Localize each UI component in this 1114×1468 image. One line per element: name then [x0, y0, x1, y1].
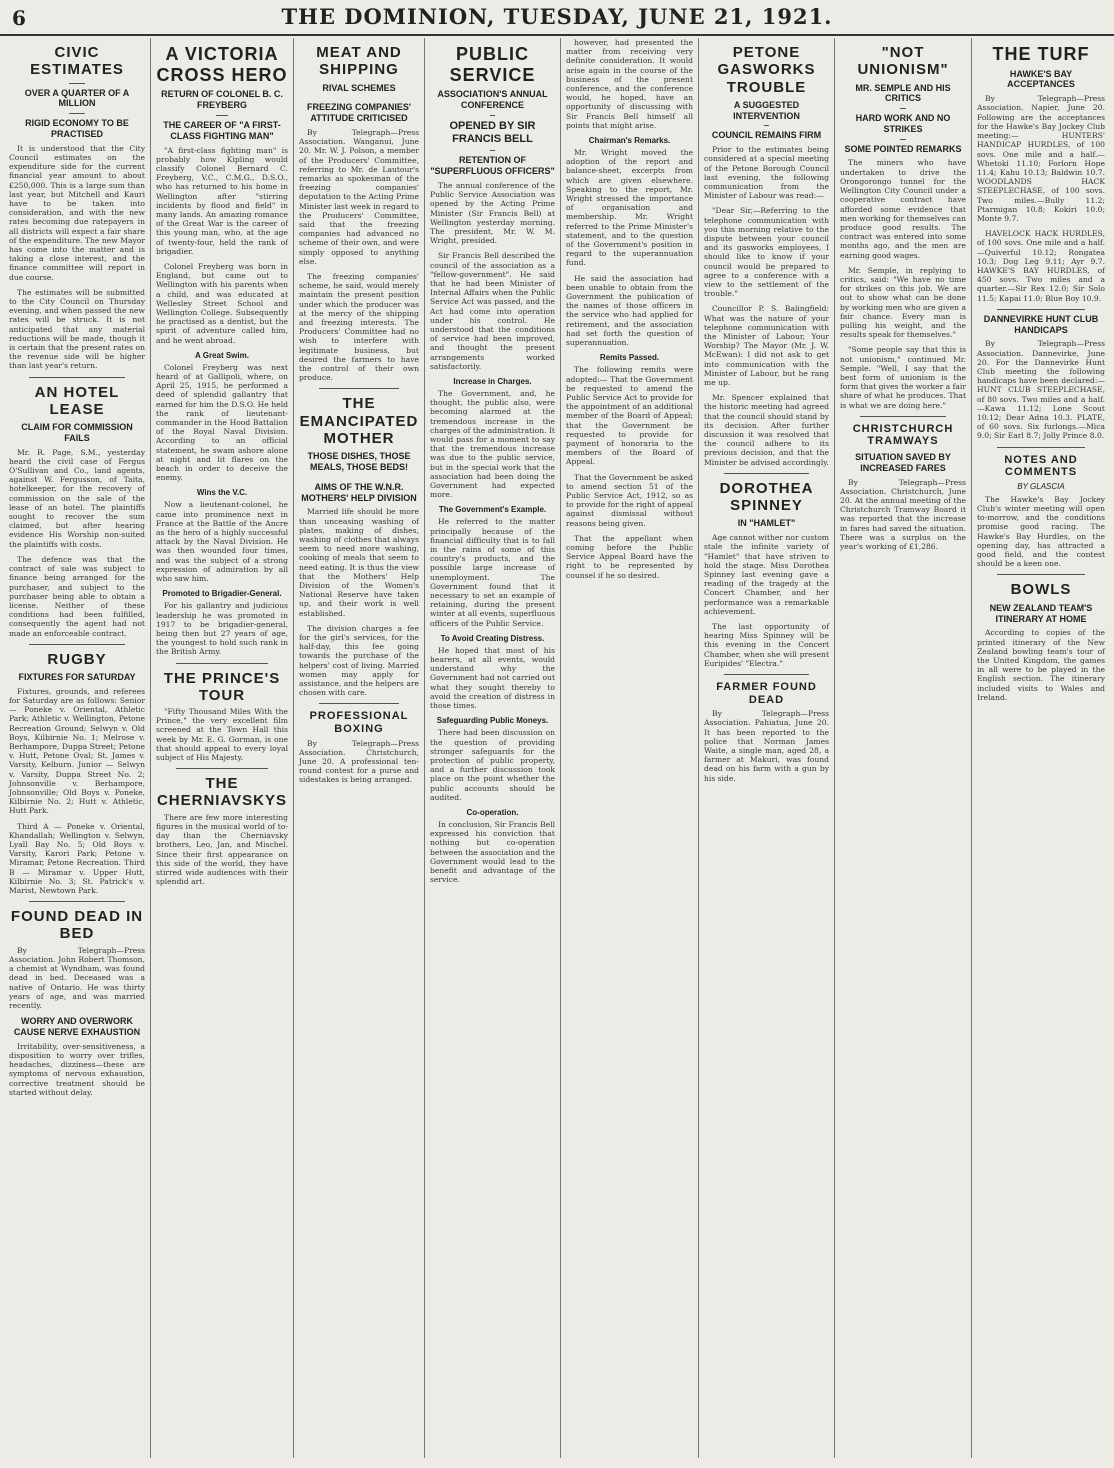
- headline-found-dead: FOUND DEAD IN BED: [10, 908, 144, 943]
- masthead: [0, 0, 1114, 36]
- article-paragraph: He said the association had been unable to obtain from the Government the publication of the names of those officers in the service who had applied for retirement, and the association had set forth the question of superannuation.: [566, 273, 693, 348]
- column-1: [4, 38, 151, 1458]
- deck-quarter-million: OVER A QUARTER OF A MILLION: [24, 87, 130, 109]
- article-paragraph: By Telegraph—Press Association. Pahiatua, June 20. It has been reported to the police that Norman James Waite, a single man, aged 28, a farmer at Makuri, was found dead on his farm with a gun by his side.: [704, 709, 829, 783]
- article-paragraph: By Telegraph—Press Association. John Robert Thomson, a chemist at Wyndham, was found dead in bed. Deceased was a native of Ontario. He was thirty years of age, and was married recently.: [9, 945, 145, 1010]
- article-paragraph: It is understood that the City Council estimates on the expenditure side for the current financial year amount to about £250,000. This is a large sum than last year, but Mitchell and Kauri have to be taken into consideration, and with the new rates becoming due ratepayers in all districts will expect a fair share of the expenditure. The new Mayor has come into the matter and is taking a close interest, and the finance committee will report in due course.: [9, 143, 145, 282]
- article-paragraph: The annual conference of the Public Service Association was opened by the Acting Prime Minister (Sir Francis Bell) at Wellington yesterday morning. The president, Mr. W. M. Wright, presided.: [430, 180, 555, 246]
- byline-glascia: BY GLASCIA: [1017, 481, 1065, 491]
- article-paragraph: In conclusion, Sir Francis Bell expressed his conviction that nothing but co-operation between the association and the Government would lead to the benefit and advantage of the service.: [430, 819, 555, 885]
- divider: [29, 644, 125, 645]
- article-paragraph: The last opportunity of hearing Miss Spinney will be this evening in the Concert Chamber, when she will present Euripides' "Electra.": [704, 621, 829, 668]
- article-paragraph: Colonel Freyberg was born in England, but came out to Wellington with his parents when a child, and was educated at Wellesley Street School and Wellington College. Subsequently he practised as a dentist, but the spirit of adventure called him, and he went abroad.: [156, 262, 288, 345]
- headline-civic-estimates: CIVIC ESTIMATES: [30, 44, 124, 79]
- article-paragraph: Sir Francis Bell described the council of the association as a "fellow-government". He said that he had been Minister of Internal Affairs when the Public Service Act was passed, and the Act had come into operation under his control. He understood that the conditions of service had been improved, and thought the present arrangements worked satisfactorily.: [430, 251, 555, 371]
- deck-freezing-companies: FREEZING COMPANIES' ATTITUDE CRITICISED: [307, 102, 411, 124]
- article-paragraph: Mr. Wright moved the adoption of the report and balance-sheet, excerpts from which are given elsewhere. Speaking to the report, Mr. Wright stressed the importance of organisation and membership. Mr. Wright referred to the Prime Minister's statement, and to the question of the Government's position in regard to the superannuation fund.: [566, 148, 693, 268]
- divider: [69, 83, 85, 84]
- divider: [490, 115, 495, 116]
- headline-petone-gasworks: PETONE GASWORKS TROUBLE: [717, 44, 816, 96]
- column-8: [972, 38, 1110, 1458]
- deck-council-firm: COUNCIL REMAINS FIRM: [711, 130, 822, 141]
- article-paragraph: Prior to the estimates being considered at a special meeting of the Petone Borough Council last evening, the following communication from the Minister of Labour was read:—: [704, 145, 829, 201]
- divider: [319, 703, 399, 704]
- deck-suggested-intervention: A SUGGESTED INTERVENTION: [733, 99, 800, 121]
- article-paragraph: Fixtures, grounds, and referees for Saturday are as follows: Senior — Poneke v. Oriental, Athletic Park; Athletic v. Wellington, Petone Recreation Ground; Selwyn v. Old Boys, Kilbirnie No. 1; Melrose v. Berhampore, Duppa Street; Petone v. Hutt, Petone Oval; St. James v. Varsity, Kelburn. Junior — Selwyn v. Varsity, Duppa Street No. 2; Johnsonville v. Berhampore, Johnsonville; Old Boys v. Poneke, Kilbirnie No. 2; Hutt v. Athletic, Hutt Park.: [9, 686, 145, 816]
- headline-notes-comments: NOTES AND COMMENTS: [1004, 453, 1078, 479]
- column-3: [294, 38, 425, 1458]
- article-paragraph: "A first-class fighting man" is probably how Kipling would classify Colonel Bernard C. Freyberg, V.C., C.M.G., D.S.O., who has returned to his home in Wellington after "stirring incidents by flood and field" in many lands. An amazing romance of the Great War is the career of this young man, who, at the age of twenty-four, held the rank of brigadier.: [156, 145, 288, 256]
- divider: [764, 125, 769, 126]
- headline-victoria-cross: A VICTORIA CROSS HERO: [156, 44, 288, 85]
- subhead-cooperation: Co-operation.: [466, 807, 519, 817]
- article-paragraph: Third A — Poneke v. Oriental, Khandallah; Wellington v. Selwyn, Lyall Bay No. 5; Old Boys v. Varsity, Karori Park; Petone v. Miramar, Petone Recreation. Third B — Miramar v. Upper Hutt, Kilbirnie No. 3; St. Patrick's v. Marist, Newtown Park.: [9, 821, 145, 896]
- article-paragraph: HAVELOCK HACK HURDLES, of 100 sovs. One mile and a half.—Quiverful 10.12; Rongatea 10.3; Dog Leg 9.11; Ayr 9.7. HAWKE'S BAY HURDLES, of 450 sovs. Two miles and a quarter.—Sir Rex 12.0; Sir Solo 11.5; Kapai 11.0; Blue Boy 10.9.: [977, 229, 1105, 303]
- article-paragraph: Mr. Semple, in replying to critics, said: "We have no time for strikes on this job. We are out to show what can be done by working men who are given a fair chance. Every man is pulling his weight, and the results speak for themselves.": [840, 265, 966, 340]
- headline-rugby: RUGBY: [47, 650, 107, 668]
- article-paragraph: Mr. R. Page, S.M., yesterday heard the civil case of Fergus O'Sullivan and Co., land agents, against W. Fergusson, of Taita, hotelkeeper, for the recovery of commission on the sale of the lease of an hotel. The plaintiffs sought to recover the sum claimed, but after hearing evidence His Worship non-suited the plaintiffs with costs.: [9, 447, 145, 549]
- deck-sir-francis-bell: OPENED BY SIR FRANCIS BELL: [449, 119, 536, 146]
- headline-christchurch-tramways: CHRISTCHURCH TRAMWAYS: [852, 422, 954, 448]
- headline-princes-tour: THE PRINCE'S TOUR: [163, 669, 281, 704]
- deck-nerve-exhaustion: WORRY AND OVERWORK CAUSE NERVE EXHAUSTION: [13, 1016, 141, 1037]
- divider: [69, 113, 85, 114]
- article-paragraph: The estimates will be submitted to the City Council on Thursday evening, and when passed the new rates will be struck. It is not anticipated that any material reductions will be made, though it is certain that the present rates on the revenue side will be higher than last year's return.: [9, 287, 145, 371]
- deck-semple-critics: MR. SEMPLE AND HIS CRITICS: [855, 82, 951, 104]
- deck-fighting-man: THE CAREER OF "A FIRST-CLASS FIGHTING MAN": [163, 119, 281, 141]
- subhead-remits-passed: Remits Passed.: [599, 353, 660, 363]
- article-paragraph: He referred to the matter principally because of the financial difficulty that is to fall in the rains of some of this country's products, and the possible large increase of unemployment. The Government found that it necessary to set an example of retaining, during the present winter at all events, superfluous officers of the Public Service.: [430, 517, 555, 628]
- headline-professional-boxing: PROFESSIONAL BOXING: [309, 710, 409, 736]
- column-5: [561, 38, 699, 1458]
- subhead-increase-charges: Increase in Charges.: [453, 377, 532, 386]
- deck-annual-conference: ASSOCIATION'S ANNUAL CONFERENCE: [437, 89, 548, 111]
- headline-dorothea-spinney: DOROTHEA SPINNEY: [719, 479, 814, 515]
- subhead-government-example: The Government's Example.: [438, 505, 547, 515]
- article-paragraph: By Telegraph—Press Association. Napier, June 20. Following are the acceptances for the Hawke's Bay Jockey Club meeting:— HUNTERS' HANDICAP HURDLES, of 100 sovs. One mile and a half.—Whetoki 11.10; Forlorn Hope 11.4; Kahu 10.13; Baldwin 10.7. WOODLANDS HACK STEEPLECHASE, of 100 sovs. Two miles.—Bully 11.2; Ptarmigan 10.8; Kokiri 10.0; Monte 9.7.: [977, 94, 1105, 223]
- deck-hamlet: IN "HAMLET": [737, 518, 796, 529]
- divider: [997, 574, 1085, 575]
- subhead-chairmans-remarks: Chairman's Remarks.: [588, 136, 671, 146]
- deck-commission-claim: CLAIM FOR COMMISSION FAILS: [21, 422, 133, 443]
- article-paragraph: Councillor P. S. Balingfield: What was the nature of your telephone communication with the Minister of Labour, Your Worship? The Mayor (Mr. J. W. McEwan): I did not ask to get into communication with the Minister of Labour, but he rang me up.: [704, 304, 829, 388]
- article-paragraph: "Fifty Thousand Miles With the Prince," the very excellent film screened at the Town Hall this week by Mr. E. G. Gorman, is one that should appeal to every loyal subject of His Majesty.: [156, 707, 288, 763]
- article-paragraph: There are few more interesting figures in the musical world of to-day than the Cherniavsky brothers, Leo, Jan, and Mischel. Since their first appearance on this side of the world, they have stirred wide audiences with their splendid art.: [156, 812, 288, 887]
- article-paragraph: Married life should be more than unceasing washing of plates, making of dishes, washing of clothes that always seem to need more washing, cooking of meals that seem to need eating. It is thus the view that the Mothers' Help Division of the Women's National Reserve have taken up, and their work is well established.: [299, 507, 419, 618]
- headline-bowls: BOWLS: [1010, 581, 1072, 599]
- article-paragraph: For his gallantry and judicious leadership he was promoted in 1917 to be brigadier-general, being then but 27 years of age, the youngest to hold such rank in the British Army.: [156, 601, 288, 657]
- divider: [997, 309, 1085, 310]
- headline-public-service: PUBLIC SERVICE: [449, 44, 536, 85]
- column-6: [699, 38, 835, 1458]
- divider: [997, 447, 1085, 448]
- divider: [176, 663, 268, 664]
- article-paragraph: The freezing companies' scheme, he said, would merely maintain the present position under which the producer was at the mercy of the shipping and freezing interests. The Producers' Committee had no wish to interfere with legitimate business, but desired the farmers to have the control of their own produce.: [299, 271, 419, 383]
- deck-mothers-help: AIMS OF THE W.N.R. MOTHERS' HELP DIVISION: [301, 481, 417, 503]
- deck-freyberg-return: RETURN OF COLONEL B. C. FREYBERG: [161, 89, 283, 111]
- deck-team-itinerary: NEW ZEALAND TEAM'S ITINERARY AT HOME: [989, 602, 1093, 624]
- divider: [724, 473, 809, 474]
- deck-rival-schemes: RIVAL SCHEMES: [322, 82, 396, 93]
- article-paragraph: Age cannot wither nor custom stale the infinite variety of "Hamlet" that have striven to hold the stage. Miss Dorothea Spinney last evening gave a reading of the tragedy at the Concert Chamber, and her performance was a remarkable achievement.: [704, 533, 829, 616]
- deck-rigid-economy: RIGID ECONOMY TO BE PRACTISED: [25, 118, 129, 139]
- article-paragraph: Mr. Spencer explained that the historic meeting had agreed that the council should stand by its decision. After further discussion it was resolved that the council adhere to its previous decision, and that the Minister be advised accordingly.: [704, 393, 829, 467]
- deck-dannevirke-handicaps: DANNEVIRKE HUNT CLUB HANDICAPS: [983, 313, 1099, 335]
- deck-dishes-meals: THOSE DISHES, THOSE MEALS, THOSE BEDS!: [307, 451, 411, 472]
- article-paragraph: "Some people say that this is not unionism," continued Mr. Semple. "Well, I say that the best form of unionism is the form that gives the worker a fair share of what he produces. That is what we are doing here.": [840, 345, 966, 410]
- article-paragraph: That the appellant when coming before the Public Service Appeal Board have the right to be represented by counsel if he so desired.: [566, 533, 693, 580]
- headline-meat-shipping: MEAT AND SHIPPING: [316, 44, 402, 79]
- subhead-wins-vc: Wins the V.C.: [196, 488, 248, 498]
- article-paragraph: The following remits were adopted:— That the Government be requested to amend the Public Service Act to provide for the appointment of an additional member of the Board of Appeal; that the Government be requested to provide for payment of honoraria to the members of the Board of Appeal.: [566, 365, 693, 467]
- deck-pointed-remarks: SOME POINTED REMARKS: [844, 143, 962, 154]
- headline-cherniavskys: THE CHERNIAVSKYS: [156, 775, 288, 810]
- article-paragraph: however, had presented the matter from receiving very definite consideration. It would arise again in the course of the business of the present conference, and the conference would, he hoped, have an opportunity of discussing with Sir Francis Bell himself all points that might arise.: [566, 38, 693, 130]
- divider: [900, 108, 906, 109]
- subhead-great-swim: A Great Swim.: [195, 350, 249, 360]
- article-paragraph: The defence was that the contract of sale was subject to finance being arranged for the purchaser, and subject to the purchaser being able to obtain a license. Neither of these conditions had been fulfilled, consequently the agent had not made an enforceable contract.: [9, 554, 145, 638]
- article-paragraph: He hoped that most of his hearers, at all events, would understand why the Government had not carried out what they sought thereby to avoid the creation of distress in those times.: [430, 645, 555, 711]
- subhead-safeguarding: Safeguarding Public Moneys.: [436, 716, 549, 726]
- article-paragraph: The Hawke's Bay Jockey Club's winter meeting will open to-morrow, and the conditions promise good racing. The Hawke's Bay Hurdles, on the opening day, has attracted a good field, and the contest should be a keen one.: [977, 494, 1105, 569]
- divider: [724, 674, 809, 675]
- divider: [860, 416, 946, 417]
- article-paragraph: There had been discussion on the question of providing stronger safeguards for the protection of public property, and a further discussion took place on the point whether the public accounts should be audited.: [430, 728, 555, 802]
- masthead-title: THE DOMINION, TUESDAY, JUNE 21, 1921.: [281, 4, 833, 29]
- headline-hotel-lease: AN HOTEL LEASE: [34, 383, 120, 418]
- headline-the-turf: THE TURF: [992, 44, 1090, 64]
- article-paragraph: The Government, and, he thought, the public also, were becoming alarmed at the tremendous increase in the charges of the administration. It would pass for a moment to say that the tremendous increase was due to the public service, but in the special work that the association had been doing the Government had expected more.: [430, 389, 555, 500]
- deck-increased-fares: SITUATION SAVED BY INCREASED FARES: [855, 452, 951, 473]
- column-2: [151, 38, 294, 1458]
- article-paragraph: The division charges a fee for the girl's services, for the half-day, this fee going towards the purchase of the helpers' cost of living. Married women may apply for assistance, and the helpers are chosen with care.: [299, 623, 419, 698]
- article-paragraph: By Telegraph—Press Association. Wanganui, June 20. Mr. W. J. Polson, a member of the Producers' Committee, referring to Mr. de Lautour's remarks as spokesman of the freezing companies' deputation to the Acting Prime Minister last week in regard to the Producers' Committee, said that the freezing companies had advanced no scheme of their own, and were simply opposed to anything else.: [299, 127, 419, 266]
- article-paragraph: Irritability, over-sensitiveness, a disposition to worry over trifles, headaches, dizziness—these are symptoms of nervous exhaustion, corrective treatment should be started without delay.: [9, 1041, 145, 1097]
- divider: [29, 377, 125, 378]
- article-paragraph: "Dear Sir,—Referring to the telephone communication with you this morning relative to the dispute between your council and its gasworks employees, I should like to know if your council would be prepared to agree to a conference with a view to the settlement of the trouble.": [704, 206, 829, 299]
- headline-farmer-found-dead: FARMER FOUND DEAD: [716, 680, 817, 706]
- subhead-promoted: Promoted to Brigadier-General.: [162, 589, 282, 599]
- divider: [29, 901, 125, 902]
- article-paragraph: Now a lieutenant-colonel, he came into prominence next in France at the Battle of the Ancre as the hero of a highly successful attack by the Naval Division. He was then wounded four times, and was the subject of a strong expression of admiration by all who saw him.: [156, 500, 288, 584]
- page-number: 6: [12, 6, 26, 30]
- article-paragraph: Colonel Freyberg was next heard of at Gallipoli, where, on April 25, 1915, he performed a deed of splendid gallantry that earned for him the D.S.O. He held the rank of lieutenant-commander in the Hood Battalion of the Royal Naval Division. According to an official statement, he swam ashore alone at night and lit flares on the beach in order to deceive the enemy.: [156, 362, 288, 483]
- headline-not-unionism: "NOT UNIONISM": [857, 44, 949, 79]
- article-paragraph: By Telegraph—Press Association. Christchurch, June 20. A professional ten-round contest for a purse and sidestakes is being arranged.: [299, 738, 419, 785]
- divider: [319, 388, 399, 389]
- article-paragraph: That the Government be asked to amend section 51 of the Public Service Act, 1912, so as to provide for the right of appeal against dismissal without reasons being given.: [566, 472, 693, 528]
- headline-emancipated-mother: THE EMANCIPATED MOTHER: [299, 395, 419, 447]
- column-7: [835, 38, 972, 1458]
- article-paragraph: The miners who have undertaken to drive the Orongorongo tunnel for the Wellington City Council under a cooperative contract have afforded some evidence that men working for themselves can produce good results. The contract was entered into some months ago, and the men are earning good wages.: [840, 158, 966, 260]
- divider: [216, 115, 228, 116]
- deck-hawkes-bay-acceptances: HAWKE'S BAY ACCEPTANCES: [1007, 68, 1075, 90]
- divider: [900, 139, 906, 140]
- column-4: [425, 38, 561, 1458]
- article-paragraph: By Telegraph—Press Association. Christchurch, June 20. At the annual meeting of the Christchurch Tramway Board it was reported that the increase in fares had saved the situation. There was a surplus on the year's working of £1,286.: [840, 477, 966, 552]
- deck-superfluous-officers: RETENTION OF "SUPERFLUOUS OFFICERS": [430, 155, 555, 177]
- divider: [490, 150, 495, 151]
- article-paragraph: According to copies of the printed itinerary of the New Zealand bowling team's tour of the United Kingdom, the games in all were to be played in the English section. The itinerary included visits to Wales and Ireland.: [977, 628, 1105, 702]
- article-paragraph: By Telegraph—Press Association. Dannevirke, June 20. For the Dannevirke Hunt Club meeting the following handicaps have been declared:— HUNT CLUB STEEPLECHASE, of 80 sovs. Two miles and a half.—Kawa 11.12; Lone Scout 10.12; Dear Adna 10.3. PLATE, of 60 sovs. Six furlongs.—Mica 9.0; Sir Earl 8.7; Jolly Prince 8.0.: [977, 339, 1105, 441]
- deck-fixtures: FIXTURES FOR SATURDAY: [18, 671, 136, 682]
- divider: [176, 768, 268, 769]
- subhead-avoid-distress: To Avoid Creating Distress.: [440, 633, 545, 643]
- deck-hard-work: HARD WORK AND NO STRIKES: [855, 113, 951, 134]
